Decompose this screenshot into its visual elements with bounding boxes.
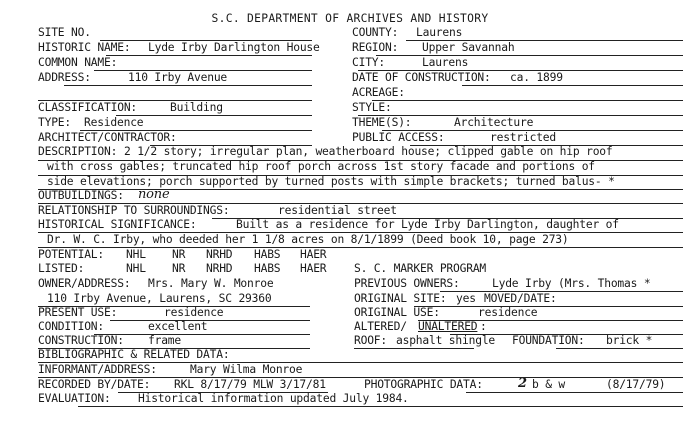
informant-value: Mary Wilma Monroe — [190, 363, 303, 376]
marker-label: S. C. MARKER PROGRAM — [354, 262, 487, 275]
row-architect-access — [38, 131, 683, 145]
row-acreage — [38, 86, 683, 100]
classification-value: Building — [170, 101, 223, 114]
description-text-1: 2 1/2 story; irregular plan, weatherboard house; clipped gable on hip roof — [124, 145, 613, 158]
type-value: Residence — [84, 116, 144, 129]
outbuildings-label: OUTBUILDINGS: — [38, 189, 124, 202]
listed-nhl: NHL — [126, 262, 146, 275]
public-access-value: restricted — [490, 131, 557, 144]
previous-owners-label: PREVIOUS OWNERS: — [354, 277, 460, 290]
bibliographic-label: BIBLIOGRAPHIC & RELATED DATA: — [38, 348, 230, 361]
potential-haer: HAER — [300, 248, 327, 261]
row-bibliographic — [38, 348, 683, 362]
description-text-3: side elevations; porch supported by turned posts with simple brackets; turned balus- * — [47, 175, 615, 188]
evaluation-value: Historical information updated July 1984. — [138, 392, 409, 405]
outbuildings-value: none — [138, 189, 170, 202]
row-owner-address — [38, 292, 683, 306]
type-label: TYPE: — [38, 116, 72, 129]
original-site-value: yes — [456, 292, 476, 305]
roof-label: ROOF: — [354, 334, 388, 347]
listed-label: LISTED: — [38, 262, 85, 275]
style-label: STYLE: — [352, 101, 392, 114]
public-access-label: PUBLIC ACCESS: — [352, 131, 445, 144]
site-no-label: SITE NO. — [38, 26, 91, 39]
listed-nr: NR — [172, 262, 186, 275]
condition-label: CONDITION: — [38, 320, 105, 333]
classification-label: CLASSIFICATION: — [38, 101, 138, 114]
roof-value: asphalt shingle — [396, 334, 496, 347]
themes-value: Architecture — [454, 116, 534, 129]
significance-text-1: Built as a residence for Lyde Irby Darlington, daughter of — [236, 218, 619, 231]
altered-label: ALTERED/ — [354, 320, 407, 333]
foundation-value: brick * — [606, 334, 653, 347]
row-informant — [38, 363, 683, 377]
themes-label: THEME(S): — [352, 116, 412, 129]
row-relationship — [38, 204, 683, 218]
row-common-city — [38, 56, 683, 70]
present-use-label: PRESENT USE: — [38, 306, 118, 319]
unaltered-label: UNALTERED — [418, 320, 478, 333]
informant-label: INFORMANT/ADDRESS: — [38, 363, 157, 376]
description-label: DESCRIPTION: — [38, 145, 118, 158]
form-title: S.C. DEPARTMENT OF ARCHIVES AND HISTORY — [211, 12, 489, 25]
listed-habs: HABS — [254, 262, 281, 275]
description-line-3 — [38, 175, 683, 189]
acreage-label: ACREAGE: — [352, 86, 405, 99]
row-recorded — [38, 378, 683, 392]
historic-name-label: HISTORIC NAME: — [38, 41, 131, 54]
row-listed — [38, 262, 683, 276]
foundation-label: FOUNDATION: — [512, 334, 585, 347]
address-label: ADDRESS: — [38, 71, 91, 84]
original-use-value: residence — [478, 306, 538, 319]
altered-colon: : — [480, 320, 487, 333]
row-address-date — [38, 71, 683, 85]
architect-label: ARCHITECT/CONTRACTOR: — [38, 131, 177, 144]
row-outbuildings — [38, 189, 683, 203]
previous-owners-value: Lyde Irby (Mrs. Thomas * — [492, 277, 651, 290]
significance-line-1 — [38, 218, 683, 232]
owner-label: OWNER/ADDRESS: — [38, 277, 131, 290]
significance-line-2 — [38, 233, 683, 247]
present-use-value: residence — [164, 306, 224, 319]
significance-label: HISTORICAL SIGNIFICANCE: — [38, 218, 197, 231]
potential-nrhd: NRHD — [206, 248, 233, 261]
date-label: DATE OF CONSTRUCTION: — [352, 71, 491, 84]
row-type-theme — [38, 116, 683, 130]
relationship-label: RELATIONSHIP TO SURROUNDINGS: — [38, 204, 230, 217]
row-owner — [38, 277, 683, 291]
potential-nr: NR — [172, 248, 186, 261]
historic-name-value: Lyde Irby Darlington House — [148, 41, 320, 54]
region-label: REGION: — [352, 41, 399, 54]
row-class-style — [38, 101, 683, 115]
county-label: COUNTY: — [352, 26, 399, 39]
city-value: Laurens — [422, 56, 469, 69]
row-site-county — [38, 26, 683, 40]
date-value: ca. 1899 — [510, 71, 563, 84]
common-name-label: COMMON NAME: — [38, 56, 118, 69]
significance-text-2: Dr. W. C. Irby, who deeded her 1 1/8 acres on 8/1/1899 (Deed book 10, page 273) — [47, 233, 569, 246]
owner-value: Mrs. Mary W. Monroe — [148, 277, 274, 290]
moved-label: MOVED/DATE: — [484, 292, 557, 305]
photo-count: 2 — [518, 378, 527, 391]
owner-address: 110 Irby Avenue, Laurens, SC 29360 — [47, 292, 272, 305]
recorded-label: RECORDED BY/DATE: — [38, 378, 151, 391]
evaluation-label: EVALUATION: — [38, 392, 111, 405]
original-use-label: ORIGINAL USE: — [354, 306, 440, 319]
potential-habs: HABS — [254, 248, 281, 261]
description-text-2: with cross gables; truncated hip roof porch across 1st story facade and portions of — [47, 160, 595, 173]
construction-label: CONSTRUCTION: — [38, 334, 124, 347]
photo-date: (8/17/79) — [606, 378, 666, 391]
row-name-region — [38, 41, 683, 55]
row-evaluation — [38, 392, 683, 406]
row-potential — [38, 248, 683, 262]
relationship-value: residential street — [278, 204, 397, 217]
address-value: 110 Irby Avenue — [128, 71, 228, 84]
listed-nrhd: NRHD — [206, 262, 233, 275]
city-label: CITY: — [352, 56, 386, 69]
condition-value: excellent — [148, 320, 208, 333]
county-value: Laurens — [416, 26, 463, 39]
photo-label: PHOTOGRAPHIC DATA: — [364, 378, 483, 391]
region-value: Upper Savannah — [422, 41, 515, 54]
row-present-use — [38, 306, 683, 320]
recorded-value: RKL 8/17/79 MLW 3/17/81 — [174, 378, 326, 391]
row-construction — [38, 334, 683, 348]
original-site-label: ORIGINAL SITE: — [354, 292, 447, 305]
listed-haer: HAER — [300, 262, 327, 275]
photo-value: b & w — [532, 378, 566, 391]
potential-nhl: NHL — [126, 248, 146, 261]
potential-label: POTENTIAL: — [38, 248, 105, 261]
description-line-2 — [38, 160, 683, 174]
description-line-1 — [38, 145, 683, 159]
construction-value: frame — [148, 334, 182, 347]
row-condition — [38, 320, 683, 334]
